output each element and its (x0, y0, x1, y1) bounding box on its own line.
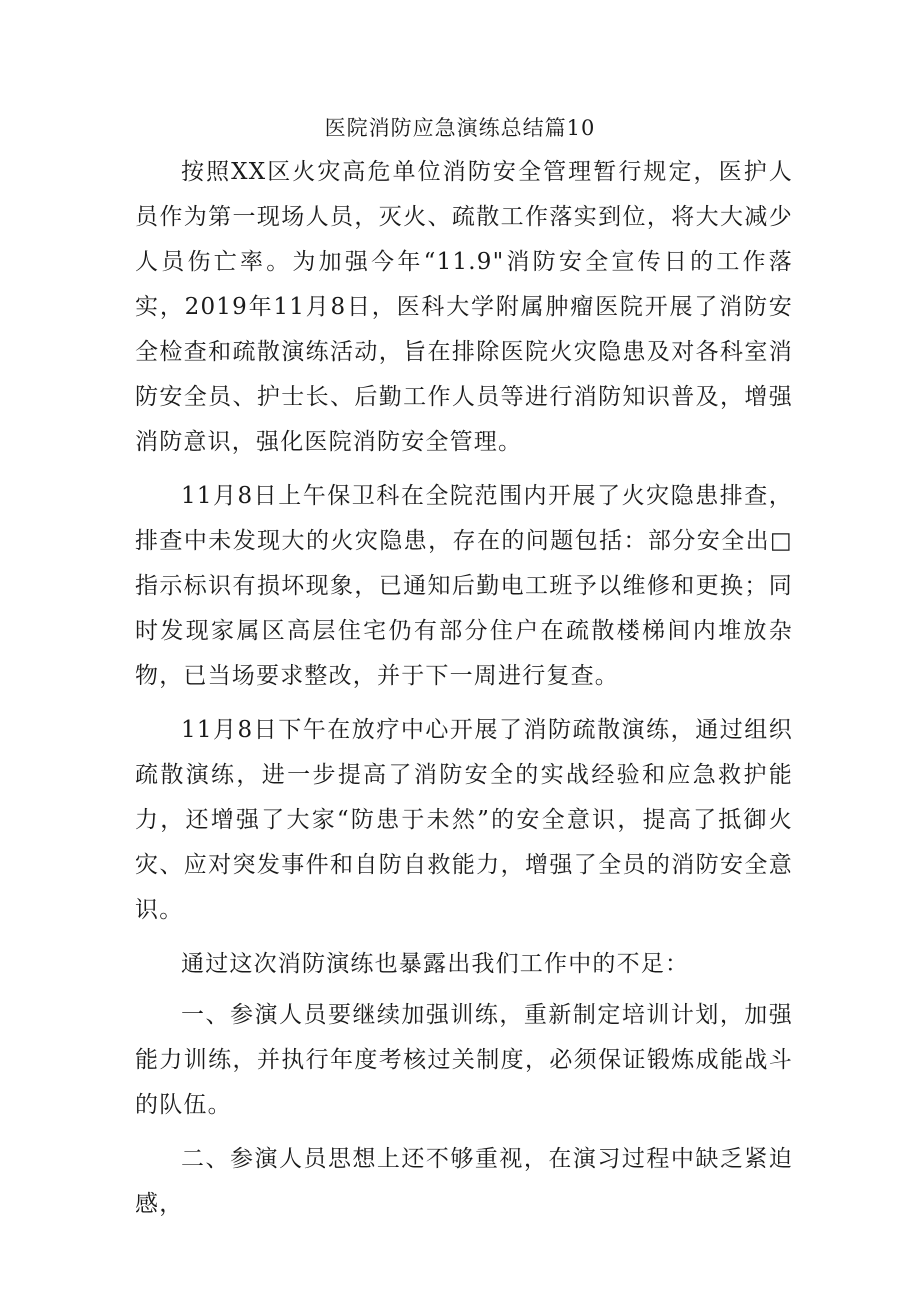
document-title: 医院消防应急演练总结篇10 (324, 116, 596, 140)
paragraph-inspection: 11月8日上午保卫科在全院范围内开展了火灾隐患排查，排查中未发现大的火灾隐患，存在的问题包括：部分安全出□指示标识有损坏现象，已通知后勤电工班予以维修和更换；同时发现家属区高层住宅仍有部分住户在疏散楼梯间内堆放杂物，已当场要求整改，并于下一周进行复查。 (135, 483, 793, 689)
paragraph-intro: 按照XX区火灾高危单位消防安全管理暂行规定，医护人员作为第一现场人员，灭火、疏散工作落实到位，将大大减少人员伤亡率。为加强今年“11.9"消防安全宣传日的工作落实，2019年11月8日，医科大学附属肿瘤医院开展了消防安全检查和疏散演练活动，旨在排除医院火灾隐患及对各科室消防安全员、护士长、后勤工作人员等进行消防知识普及，增强消防意识，强化医院消防安全管理。 (135, 159, 793, 455)
paragraph-shortcomings-intro: 通过这次消防演练也暴露出我们工作中的不足： (181, 951, 690, 977)
paragraph-point-one: 一、参演人员要继续加强训练，重新制定培训计划，加强能力训练，并执行年度考核过关制度，必须保证锻炼成能战斗的队伍。 (135, 1002, 793, 1118)
document-body (135, 150, 793, 1236)
paragraph-point-two: 二、参演人员思想上还不够重视，在演习过程中缺乏紧迫感， (135, 1146, 793, 1217)
paragraph-drill: 11月8日下午在放疗中心开展了消防疏散演练，通过组织疏散演练，进一步提高了消防安全的实战经验和应急救护能力，还增强了大家“防患于未然”的安全意识，提高了抵御火灾、应对突发事件和自防自救能力，增强了全员的消防安全意识。 (135, 717, 793, 923)
